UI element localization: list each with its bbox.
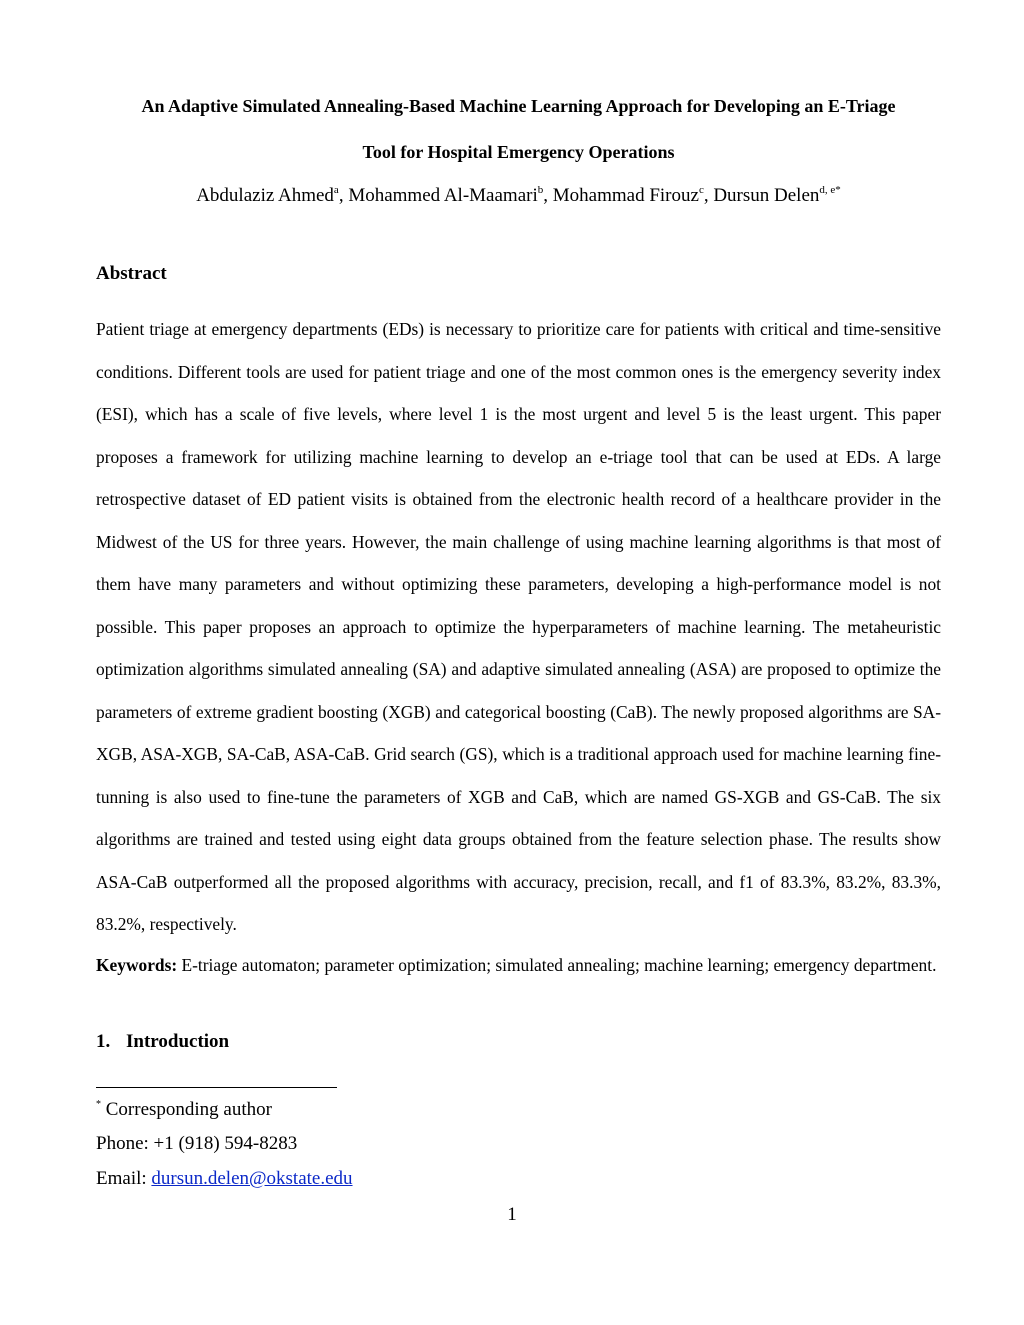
abstract-heading: Abstract <box>96 263 167 284</box>
author-name: Abdulaziz Ahmed <box>196 185 334 206</box>
footnote-marker: * <box>96 1099 101 1110</box>
footnote-phone: Phone: +1 (918) 594-8283 <box>96 1133 298 1154</box>
footnote-corresponding-author <box>96 1099 272 1121</box>
introduction-heading <box>96 1031 229 1053</box>
keywords-paragraph <box>96 943 941 987</box>
author-list <box>96 185 941 207</box>
author-separator: , <box>543 185 553 206</box>
footnote-email <box>96 1168 353 1190</box>
footnote-corresponding-text: Corresponding author <box>101 1099 272 1120</box>
author-name: Dursun Delen <box>713 185 820 206</box>
author-separator: , <box>703 185 714 206</box>
paper-title-line-1: An Adaptive Simulated Annealing-Based Machine Learning Approach for Developing an E-Triage <box>141 96 896 116</box>
section-title: Introduction <box>126 1031 230 1052</box>
author-separator: , <box>338 185 349 206</box>
email-label: Email: <box>96 1168 152 1189</box>
author-name: Mohammad Firouz <box>552 185 699 206</box>
author-name: Mohammed Al-Maamari <box>348 185 538 206</box>
abstract-body: Patient triage at emergency departments (EDs) is necessary to prioritize care for patients with critical and time-sensitive conditions. Different tools are used for patient triage and one of the most common ones is the emergency severity index (ESI), which has a scale of five levels, where level 1 is the most urgent and level 5 is the least urgent. This paper proposes a framework for utilizing machine learning to develop an e-triage tool that can be used at EDs. A large retrospective dataset of ED patient visits is obtained from the electronic health record of a healthcare provider in the Midwest of the US for three years. However, the main challenge of using machine learning algorithms is that most of them have many parameters and without optimizing these parameters, developing a high-performance model is not possible. This paper proposes an approach to optimize the hyperparameters of machine learning. The metaheuristic optimization algorithms simulated annealing (SA) and adaptive simulated annealing (ASA) are proposed to optimize the parameters of extreme gradient boosting (XGB) and categorical boosting (CaB). The newly proposed algorithms are SA-XGB, ASA-XGB, SA-CaB, ASA-CaB. Grid search (GS), which is a traditional approach used for machine learning fine-tunning is also used to fine-tune the parameters of XGB and CaB, which are named GS-XGB and GS-CaB. The six algorithms are trained and tested using eight data groups obtained from the feature selection phase. The results show ASA-CaB outperformed all the proposed algorithms with accuracy, precision, recall, and f1 of 83.3%, 83.2%, 83.3%, 83.2%, respectively. <box>96 319 941 934</box>
author-affiliation: c <box>698 184 704 196</box>
keywords-label: Keywords: <box>96 955 178 975</box>
keywords-text: E-triage automaton; parameter optimization; simulated annealing; machine learning; emergency department. <box>177 955 937 975</box>
author-affiliation: a <box>333 184 339 196</box>
page-number: 1 <box>507 1204 517 1225</box>
paper-title-line-2: Tool for Hospital Emergency Operations <box>362 142 675 162</box>
author-affiliation: b <box>537 184 544 196</box>
footnote-separator <box>96 1087 337 1088</box>
author-affiliation: d, e* <box>819 184 841 196</box>
section-number: 1. <box>96 1031 111 1052</box>
email-link[interactable]: dursun.delen@okstate.edu <box>151 1168 353 1189</box>
